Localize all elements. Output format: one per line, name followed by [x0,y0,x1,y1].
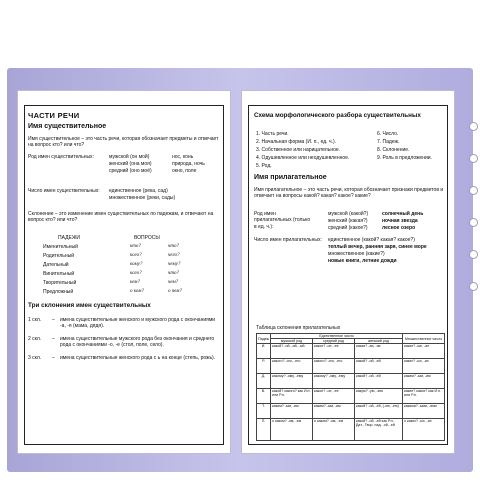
table-cell: какому? -ому, -ему [271,374,313,389]
adjective-definition: Имя прилагательное – это часть речи, которая обозначает признаки предметов и отвечает на вопросы какой? какая? какое? какие? [254,187,444,200]
table-cell: какие? каких? как И.п. или Р.п. [403,389,445,404]
table-row [257,389,445,404]
scheme-item: 2. Начальная форма (И. п., ед. ч.). [256,139,336,145]
gender-example: природа, ночь [172,161,205,167]
left-page [17,90,231,454]
adjective-heading: Имя прилагательное [254,174,327,181]
questions-header: ВОПРОСЫ [134,235,160,241]
table-cell: о каком? -ом, -ем [271,419,313,441]
number-item: множественное (реки, сады) [109,195,176,201]
adj-gender: средний (какое?) [328,225,368,231]
declension-key: 3 скл. [28,355,42,361]
adj-gender: мужской (какой?) [328,211,369,217]
gender-example: нос, конь [172,154,194,160]
adj-number-example: новые книги, летние дожди [328,258,397,264]
page-title: ЧАСТИ РЕЧИ [28,111,80,120]
table-cell: Т. [257,404,271,419]
declension-text: имена существительные мужского рода без окончания и среднего рода с окончаниями -о, -е (стол, поле, село). [60,336,215,349]
case-question: чего? [168,253,180,258]
adj-example: ночная звезда [382,218,418,224]
table-cell: какого? -ого, -его [271,359,313,374]
table-cell: И. [257,344,271,359]
right-page [241,90,455,454]
scheme-item: 5. Род. [256,163,272,169]
table-header: Множественное число [403,334,445,344]
binder-hole [469,186,478,195]
case-question: кем? [130,280,140,285]
case-name: Именительный [43,244,78,250]
declension-text: имена существительные женского рода с ь на конце (степь, рожь). [60,355,216,361]
table-cell: какой? -ой, -ей [355,359,403,374]
gender-example: окно, поле [172,168,197,174]
scheme-heading: Схема морфологического разбора существительных [254,112,421,119]
case-question: чему? [168,262,181,267]
case-question: о ком? [130,289,144,294]
table-cell: какой? -ой, -ей [355,374,403,389]
table-cell: какие? -ые, -ие [403,344,445,359]
table-cell: В. [257,389,271,404]
declension-definition: Склонение – это изменение имен существительных по падежам, и отвечают на вопрос кто? или что? [28,211,214,224]
adj-number: единственное (какой? какая? какое?) [328,237,415,243]
case-name: Винительный [43,271,75,277]
table-cell: какой? -ой, -ей как Р.п., Дат., Твор. пад. -ой, -ей [355,419,403,441]
adj-gender-label: Род имен прилагательных (только в ед. ч.): [254,211,311,230]
scheme-item: 9. Роль в предложении. [377,155,432,161]
table-cell: каких? -ых, -их [403,359,445,374]
table-cell: какому? -ому, -ему [313,374,355,389]
declension-key: 1 скл. [28,317,42,323]
table-cell: какими? -ыми, -ими [403,404,445,419]
table-cell: каким? -ым, -им [313,404,355,419]
case-question: кто? [130,244,141,249]
dash: – [52,336,55,342]
case-question: кого? [130,271,142,276]
binder-hole [469,154,478,163]
table-cell: какая? -ая, -яя [355,344,403,359]
table-cell: П. [257,419,271,441]
case-name: Родительный [43,253,75,259]
table-cell: какое? -ое, -ее [313,389,355,404]
binder-hole [469,250,478,259]
table-header: средний род [313,339,355,344]
table-row [257,374,445,389]
case-name: Творительный [43,280,77,286]
table-cell: какого? -ого, -его [313,359,355,374]
table-header: Единственное число [271,334,403,339]
declension-key: 2 скл. [28,336,42,342]
table-cell: о каких? -ых, -их [403,419,445,441]
noun-definition: Имя существительное – это часть речи, которая обозначает предметы и отвечает на вопрос кто? или что? [28,136,219,149]
case-question: о чем? [168,289,182,294]
binder-hole [469,218,478,227]
adj-number: множественное (какие?) [328,251,385,257]
adj-number-example: теплый вечер, ранняя заря, синее море [328,244,427,250]
dash: – [52,355,55,361]
table-cell: какое? -ое, -ее [313,344,355,359]
scheme-item: 6. Число. [377,131,399,137]
case-question: кого? [130,253,142,258]
noun-gender-label: Род имен существительных: [28,154,94,160]
table-cell: какой? -ой, -ей, (-ою, -ею) [355,404,403,419]
table-cell: каким? -ым, -им [271,404,313,419]
scheme-item: 7. Падеж. [377,139,400,145]
number-item: единственное (река, сад) [109,188,168,194]
table-title: Таблица склонения прилагательных [256,325,341,331]
table-cell: какой? какого? как И.п. или Р.п. [271,389,313,404]
table-row [257,404,445,419]
scheme-item: 3. Собственное или нарицательное. [256,147,341,153]
table-cell: какой? -ой, -ий, -ый [271,344,313,359]
case-name: Дательный [43,262,69,268]
table-row [257,359,445,374]
dash: – [52,317,55,323]
table-header: мужской род [271,339,313,344]
table-header: Падеж [257,334,271,344]
gender-name: женский (она моя) [109,161,152,167]
scheme-item: 8. Склонение. [377,147,410,153]
scheme-item: 1. Часть речи. [256,131,289,137]
binder-hole [469,122,478,131]
noun-number-label: Число имен существительных: [28,188,100,194]
case-name: Предложный [43,289,74,295]
table-header: женский род [355,339,403,344]
table-cell: Д. [257,374,271,389]
adj-number-label: Число имен прилагательных: [254,237,322,243]
declension-text: имена существительные женского и мужского рода с окончаниями -а, -я (мама, дядя). [60,317,216,330]
scheme-item: 4. Одушевленное или неодушевленное. [256,155,350,161]
table-cell: какую? -ую, -юю [355,389,403,404]
table-row [257,344,445,359]
adj-example: лесное озеро [382,225,416,231]
case-question: что? [168,244,179,249]
declensions-heading: Три склонения имен существительных [28,302,151,309]
gender-name: средний (оно моё) [109,168,152,174]
adj-example: солнечный день [382,211,424,217]
case-question: что? [168,271,179,276]
declension-table [256,333,445,441]
table-cell: о каком? -ом, -ем [313,419,355,441]
binder-hole [469,282,478,291]
table-cell: каким? -ым, -им [403,374,445,389]
case-question: кому? [130,262,143,267]
gender-name: мужской (он мой) [109,154,150,160]
adj-gender: женский (какая?) [328,218,368,224]
table-row [257,419,445,441]
cases-header: ПАДЕЖИ [58,235,81,241]
noun-heading: Имя существительное [28,123,107,130]
case-question: чем? [168,280,179,285]
table-cell: Р. [257,359,271,374]
